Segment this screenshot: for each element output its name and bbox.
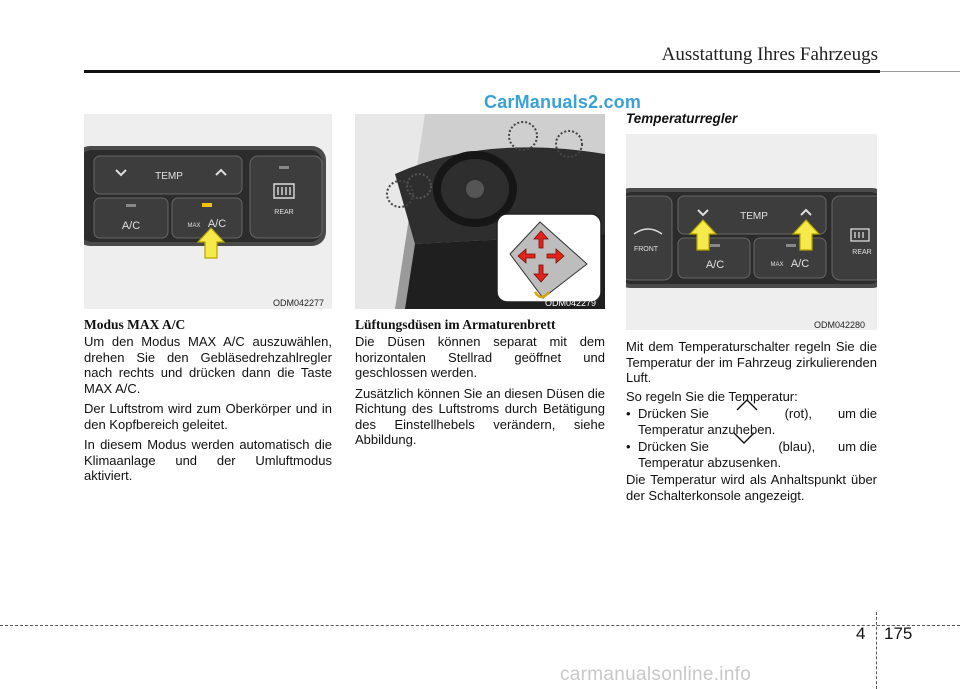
subtitle-vents: Lüftungsdüsen im Armaturenbrett (355, 317, 556, 332)
chevron-up-icon (735, 398, 759, 412)
page-number: 175 (884, 624, 913, 643)
figure-max-ac-panel (84, 114, 332, 309)
col3-body (626, 339, 877, 503)
panel-max-label: MAX (187, 223, 201, 229)
bullet-text: • Drücken Sie (638, 406, 709, 421)
figure-code: ODM042280 (814, 320, 866, 330)
max-ac-panel-illustration (84, 114, 332, 309)
temperature-panel-illustration (626, 134, 877, 330)
paragraph: Die Düsen können separat mit dem horizontalen Stellrad geöffnet und geschlossen werden. (355, 334, 605, 380)
panel-max-ac-label: A/C (207, 218, 227, 230)
bullet-text: Temperatur anzuheben. (638, 421, 776, 437)
bullet-text: um die (837, 439, 877, 454)
bullet-text: Temperatur abzusenken. (638, 454, 782, 470)
figure-code: ODM042279 (545, 298, 597, 308)
watermark-bottom[interactable]: carmanualsonline.info (560, 664, 752, 685)
panel-max-ac-label: A/C (790, 258, 810, 270)
col1-body (84, 334, 332, 484)
bullet-text: • Drücken Sie (638, 439, 709, 454)
subtitle-max-ac: Modus MAX A/C (84, 317, 186, 332)
footer-page-divider (876, 612, 878, 689)
figure-code: ODM042277 (273, 298, 325, 308)
paragraph: Die Temperatur wird als Anhaltspunkt über der Schalterkonsole angezeigt. (626, 472, 877, 503)
paragraph: So regeln Sie die Temperatur: (626, 388, 798, 404)
col2-body (355, 334, 605, 448)
list-item (626, 439, 877, 470)
paragraph: Der Luftstrom wird zum Oberkörper und in den Kopfbereich geleitet. (84, 401, 332, 432)
figure-dashboard-vents (355, 114, 605, 309)
header-rule (84, 70, 880, 73)
panel-ac-label: A/C (705, 259, 725, 271)
panel-front-label: FRONT (633, 246, 659, 253)
paragraph: Zusätzlich können Sie an diesen Düsen die Richtung des Luftstroms durch Betätigung des Einstellhebels verändern, siehe Abbildung. (355, 385, 605, 447)
panel-temp-label: TEMP (155, 171, 183, 182)
max-ac-indicator-light (202, 203, 212, 207)
header-rule-extension (880, 71, 960, 72)
paragraph: Um den Modus MAX A/C auszuwählen, drehen Sie den Gebläsedrehzahlregler nach rechts und drücken dann die Taste MAX A/C. (84, 334, 332, 396)
panel-rear-label: REAR (274, 209, 294, 216)
footer-rule (0, 625, 960, 626)
panel-ac-label: A/C (121, 220, 141, 232)
chapter-number: 4 (856, 624, 866, 643)
watermark-top[interactable]: CarManuals2.com (484, 92, 642, 112)
heading-temperature-control: Temperaturregler (626, 111, 738, 126)
panel-max-label: MAX (770, 262, 784, 268)
panel-rear-label: REAR (852, 249, 872, 256)
dashboard-vents-illustration (355, 114, 605, 309)
panel-temp-label: TEMP (740, 211, 768, 222)
paragraph: Mit dem Temperaturschalter regeln Sie die Temperatur der im Fahrzeug zirkulierenden Luft. (626, 339, 877, 385)
page-header-title: Ausstattung Ihres Fahrzeugs (661, 44, 878, 65)
bullet-text: um die (837, 406, 877, 421)
bullet-text: (rot), (784, 406, 813, 421)
chevron-down-icon (732, 431, 756, 445)
bullet-text: (blau), (778, 439, 816, 454)
figure-temperature-panel (626, 134, 877, 330)
paragraph: In diesem Modus werden automatisch die Klimaanlage und der Umluftmodus aktiviert. (84, 437, 332, 483)
